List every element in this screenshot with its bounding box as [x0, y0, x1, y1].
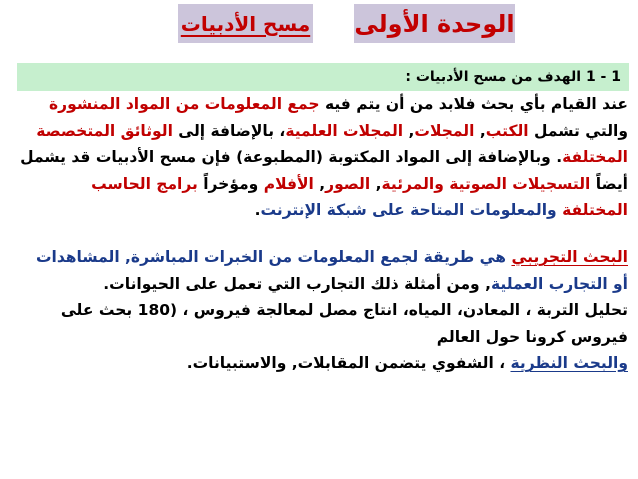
- paragraph1-line3: [8, 144, 628, 171]
- p1-l4-text2: ومؤخراً: [197, 174, 264, 193]
- p1-l2-books: الكتب: [485, 121, 529, 140]
- paragraph1-line1: [8, 91, 628, 118]
- paragraph2-line1: [8, 244, 628, 271]
- section-heading-text: الهدف من مسح الأدبيات :: [405, 69, 582, 85]
- unit-title-tag: [354, 4, 515, 43]
- theoretical-research-term: والبحث النظرية: [510, 354, 628, 372]
- p2-l1-text: هي طريقة لجمع المعلومات من الخبرات المباشرة, المشاهدات: [35, 248, 512, 266]
- paragraph2-line3: تحليل التربة ، المعادن، المياه، انتاج مصل لمعالجة فيروس ، (180 بحث على: [60, 301, 628, 319]
- p1-l4-sep2: ,: [313, 174, 326, 193]
- p1-l4-software: برامج الحاسب: [91, 174, 198, 193]
- p1-l2-journals: المجلات العلمية: [285, 121, 404, 140]
- section-number: 1 - 1: [585, 69, 621, 85]
- paragraph1-line2: [8, 118, 628, 145]
- p1-l2-sep1: ,: [474, 121, 486, 140]
- lesson-title: مسح الأدبيات: [180, 11, 311, 36]
- p1-l4-sep1: ,: [370, 174, 382, 193]
- p2-l2-text: , ومن أمثلة ذلك التجارب التي تعمل على الحيوانات.: [103, 274, 491, 293]
- unit-title: الوحدة الأولى: [354, 9, 515, 38]
- p1-l3-various: المختلفة: [562, 148, 628, 166]
- p1-l4-text: أيضاً: [590, 174, 628, 193]
- paragraph-literature-sources: [8, 91, 628, 224]
- p1-l5-internet: والمعلومات المتاحة على شبكة الإنترنت: [260, 201, 563, 219]
- p1-l2-sep2: ,: [403, 121, 415, 140]
- p1-l4-films: الأفلام: [263, 174, 314, 193]
- paragraph2-line2: [8, 271, 628, 298]
- p1-l2-text: والتي تشمل: [528, 121, 628, 140]
- p1-l3-text: . وبالإضافة إلى المواد المكتوبة (المطبوعة) فإن مسح الأدبيات قد يشمل: [20, 148, 563, 166]
- paragraph1-line4: [8, 171, 628, 198]
- p1-l1-text: عند القيام بأي بحث فلابد من أن يتم فيه: [319, 95, 628, 113]
- paragraph2-line4: فيروس كرونا حول العالم: [436, 327, 628, 346]
- p1-l4-recordings: التسجيلات الصوتية والمرئية: [381, 174, 591, 193]
- section-heading: [17, 63, 629, 91]
- p1-l5-various: المختلفة: [562, 201, 628, 219]
- p1-l2-text2: ، بالإضافة إلى: [172, 121, 286, 140]
- p1-l2-documents: الوثائق المتخصصة: [36, 121, 173, 140]
- p2-l2-practical: أو التجارب العملية: [490, 274, 628, 293]
- p1-l2-magazines: المجلات: [414, 121, 475, 140]
- p1-l5-period: .: [254, 201, 261, 219]
- p2-l5-text: ، الشفوي يتضمن المقابلات, والاستبيانات.: [186, 354, 511, 372]
- lesson-title-tag: [178, 4, 313, 43]
- paragraph2-line5: [8, 350, 628, 377]
- paragraph-research-types: [8, 244, 628, 377]
- p1-l1-highlight: جمع المعلومات من المواد المنشورة: [49, 95, 320, 113]
- experimental-research-term: البحث التجريبي: [511, 248, 628, 266]
- p1-l4-images: الصور: [325, 174, 371, 193]
- paragraph1-line5: [8, 197, 628, 224]
